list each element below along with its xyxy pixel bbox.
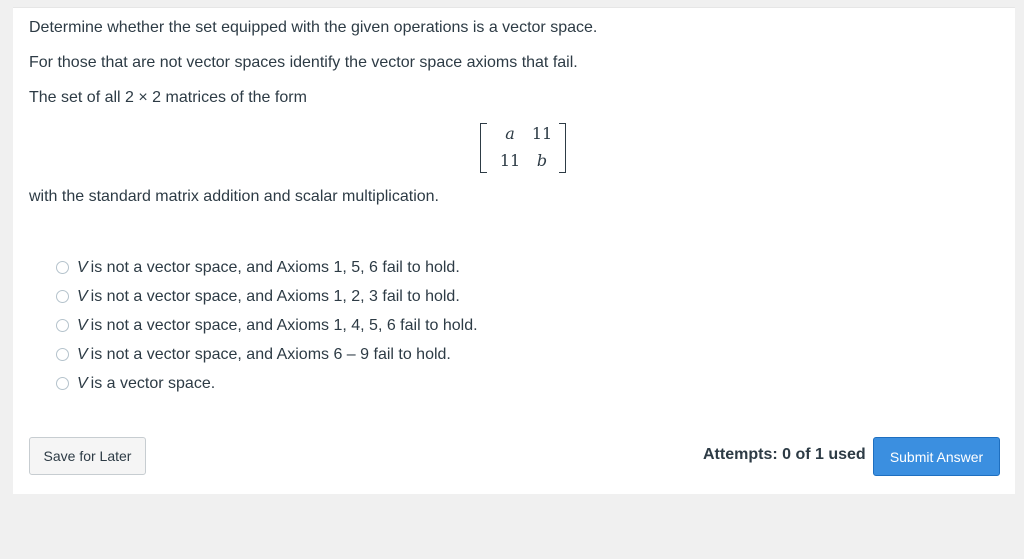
option-label: is a vector space. bbox=[90, 374, 216, 392]
option-2[interactable] bbox=[56, 282, 478, 311]
answer-options bbox=[56, 253, 478, 398]
option-label: is not a vector space, and Axioms 1, 4, 5, 6 fail to hold. bbox=[90, 316, 478, 334]
option-variable: V bbox=[77, 374, 88, 392]
matrix-cell-r1c2: 11 bbox=[531, 124, 553, 143]
option-variable: V bbox=[77, 287, 88, 305]
question-operations: with the standard matrix addition and scalar multiplication. bbox=[29, 188, 439, 205]
option-label: is not a vector space, and Axioms 1, 5, 6 fail to hold. bbox=[90, 258, 460, 276]
option-label: is not a vector space, and Axioms 1, 2, 3 fail to hold. bbox=[90, 287, 460, 305]
option-variable: V bbox=[77, 345, 88, 363]
radio-button[interactable] bbox=[56, 348, 69, 361]
attempts-counter: Attempts: 0 of 1 used bbox=[703, 446, 866, 463]
matrix-cell-b: b bbox=[536, 151, 548, 170]
radio-button[interactable] bbox=[56, 377, 69, 390]
question-instruction: Determine whether the set equipped with the given operations is a vector space. bbox=[29, 19, 598, 36]
question-card bbox=[13, 7, 1015, 494]
radio-button[interactable] bbox=[56, 319, 69, 332]
option-5[interactable] bbox=[56, 369, 478, 398]
option-4[interactable] bbox=[56, 340, 478, 369]
matrix-right-bracket bbox=[559, 123, 566, 173]
matrix-expression bbox=[480, 121, 566, 173]
radio-button[interactable] bbox=[56, 290, 69, 303]
question-subinstruction: For those that are not vector spaces identify the vector space axioms that fail. bbox=[29, 54, 578, 71]
matrix-cell-r2c1: 11 bbox=[499, 151, 521, 170]
option-label: is not a vector space, and Axioms 6 – 9 fail to hold. bbox=[90, 345, 451, 363]
submit-answer-button[interactable]: Submit Answer bbox=[873, 437, 1000, 476]
question-set-description: The set of all 2 × 2 matrices of the form bbox=[29, 89, 307, 106]
option-variable: V bbox=[77, 316, 88, 334]
matrix-left-bracket bbox=[480, 123, 487, 173]
option-3[interactable] bbox=[56, 311, 478, 340]
radio-button[interactable] bbox=[56, 261, 69, 274]
save-for-later-button[interactable]: Save for Later bbox=[29, 437, 146, 475]
option-1[interactable] bbox=[56, 253, 478, 282]
matrix-cell-a: a bbox=[505, 124, 515, 143]
option-variable: V bbox=[77, 258, 88, 276]
